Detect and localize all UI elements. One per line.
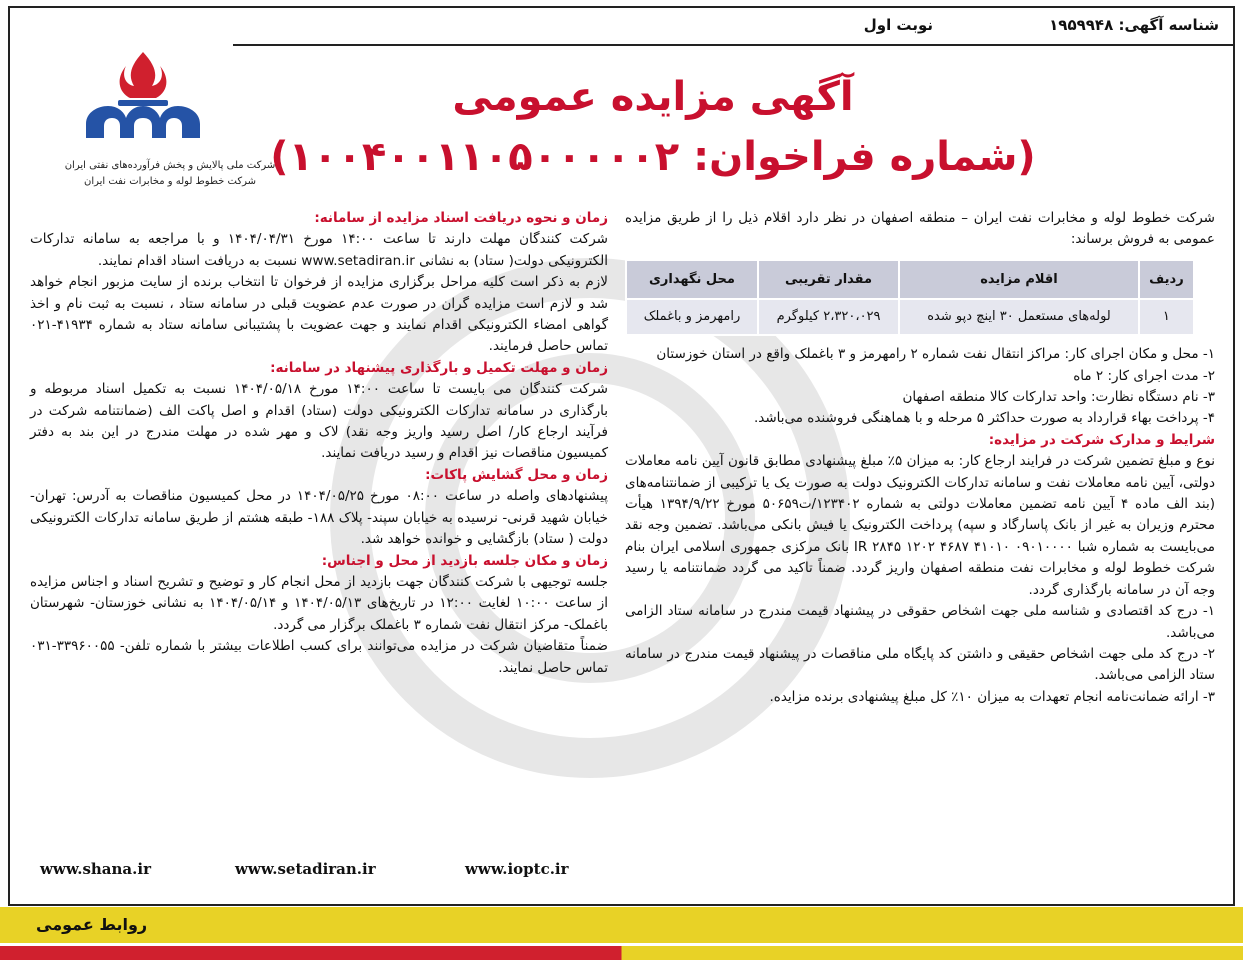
section-2-body: شرکت کنندگان می بایست تا ساعت ۱۴:۰۰ مورخ ۱۴۰۴/۰۵/۱۸ نسبت به تکمیل اسناد مربوطه و بارگذاری در سامانه تدارکات الکترونیکی دولت (ستاد) اقدام و اصل پاکت الف (ضمانتنامه شرکت در فرآیند ارجاع کار/ اصل رسید واریز وجه نقد) لاک و مهر شده در مهلت مندرج در این بند به دفتر کمیسیون مناقصات نیز اقدام و رسید دریافت نمایند. bbox=[30, 381, 608, 462]
website-links bbox=[40, 860, 600, 882]
link-setadiran[interactable]: www.setadiran.ir bbox=[235, 860, 376, 878]
cell-location: رامهرمز و باغملک bbox=[626, 299, 758, 335]
section-4-heading: زمان و مکان جلسه بازدید از محل و اجناس: bbox=[321, 552, 608, 569]
ad-turn: نوبت اول bbox=[863, 16, 933, 34]
right-column bbox=[625, 208, 1215, 708]
item-4: ۴- پرداخت بهاء قرارداد به صورت حداکثر ۵ مرحله و با هماهنگی فروشنده می‌باشد. bbox=[753, 410, 1215, 427]
company-logo-icon bbox=[78, 48, 208, 143]
color-strip bbox=[0, 946, 1243, 960]
header-quantity: مقدار تقریبی bbox=[758, 260, 899, 299]
item-1: ۱- محل و مکان اجرای کار: مراکز انتقال نفت شماره ۲ رامهرمز و ۳ باغملک واقع در استان خوزستان bbox=[656, 346, 1215, 363]
section-2-heading: زمان و مهلت تکمیل و بارگذاری پیشنهاد در سامانه: bbox=[270, 359, 608, 376]
conditions-heading: شرایط و مدارک شرکت در مزایده: bbox=[988, 431, 1215, 448]
link-ioptc[interactable]: www.ioptc.ir bbox=[465, 860, 569, 878]
ad-title: آگهی مزایده عمومی bbox=[452, 74, 854, 120]
link-shana[interactable]: www.shana.ir bbox=[40, 860, 151, 878]
call-number: (شماره فراخوان: ۱۰۰۴۰۰۱۱۰۵۰۰۰۰۰۲) bbox=[270, 134, 1036, 180]
header-row-no: ردیف bbox=[1139, 260, 1194, 299]
condition-2: ۲- درج کد ملی جهت اشخاص حقیقی و داشتن کد پایگاه ملی مناقصات در پیشنهاد قیمت مندرج در سامانه ستاد الزامی می‌باشد. bbox=[625, 645, 1215, 684]
cell-items: لوله‌های مستعمل ۳۰ اینچ دپو شده bbox=[899, 299, 1139, 335]
logo-caption bbox=[50, 158, 290, 190]
intro-text: شرکت خطوط لوله و مخابرات نفت ایران – منطقه اصفهان در نظر دارد اقلام ذیل را از طریق مزایده عمومی به فروش برساند: bbox=[625, 210, 1215, 248]
section-1-note: لازم به ذکر است کلیه مراحل برگزاری مزایده از فرخوان تا انتخاب برنده از سایت مزبور انجام خواهد شد و لازم است مزایده گران در صورت عدم عضویت قبلی در سامانه ستاد ، نسبت به ثبت نام و اخذ گواهی امضاء الکترونیکی اقدام نمایند و جهت عضویت با پشتیبانی سامانه ستاد به شماره ۴۱۹۳۴-۰۲۱ تماس حاصل فرمایند. bbox=[30, 274, 608, 355]
conditions-body: نوع و مبلغ تضمین شرکت در فرایند ارجاع کار: به میزان ۵٪ مبلغ پیشنهادی مطابق قانون آیین نامه معاملات دولتی، آیین نامه معاملات نفت و سامانه تدارکات الکترونیک دولت به صورت یک یا ترکیبی از ضمانتنامه‌های (بند الف ماده ۴ آیین نامه تضمین معاملات دولتی به شماره ۱۲۳۴۰۲/ت۵۰۶۵۹ مورخ ۱۳۹۴/۹/۲۲ هیأت محترم وزیران به غیر از بانک پاسارگاد و سپه) پرداخت الکترونیک یا فیش بانکی می‌باشد. تضمین وجه نقد می‌بایست به شماره شبا IR ۲۸۴۵ ۱۲۰۲ ۴۶۸۷ ۴۱۰۱۰ ۰۹۰۱۰۰۰۰ بانک مرکزی جمهوری اسلامی ایران بنام شرکت خطوط لوله و مخابرات نفت منطقه اصفهان واریز گردد. ضمناً تاکید می گردد ضمانتنامه یا رسید وجه آن در سامانه بارگذاری گردد. bbox=[625, 453, 1215, 598]
cell-row-no: ۱ bbox=[1139, 299, 1194, 335]
header-divider bbox=[233, 44, 1233, 46]
item-3: ۳- نام دستگاه نظارت: واحد تدارکات کالا منطقه اصفهان bbox=[902, 389, 1215, 406]
section-3-heading: زمان و محل گشایش پاکات: bbox=[425, 466, 608, 483]
logo-caption-line-2: شرکت خطوط لوله و مخابرات نفت ایران bbox=[83, 176, 256, 187]
header-location: محل نگهداری bbox=[626, 260, 758, 299]
item-2: ۲- مدت اجرای کار: ۲ ماه bbox=[1073, 367, 1215, 384]
footer-bar bbox=[0, 907, 1243, 943]
ad-header bbox=[6, 8, 1233, 48]
condition-3: ۳- ارائه ضمانت‌نامه انجام تعهدات به میزان ۱۰٪ کل مبلغ پیشنهادی برنده مزایده. bbox=[769, 688, 1215, 705]
section-3-body: پیشنهادهای واصله در ساعت ۰۸:۰۰ مورخ ۱۴۰۴/۰۵/۲۵ در محل کمیسیون مناقصات به آدرس: تهران- خیابان شهید قرنی- نرسیده به خیابان سپند- پلاک ۱۸۸- طبقه هشتم از طریق سامانه تدارکات الکترونیکی دولت ( ستاد) بازگشایی و خوانده خواهد شد. bbox=[30, 488, 609, 548]
left-column bbox=[30, 208, 608, 679]
section-1-body: شرکت کنندگان مهلت دارند تا ساعت ۱۴:۰۰ مورخ ۱۴۰۴/۰۴/۳۱ و با مراجعه به سامانه تدارکات الکترونیکی دولت( ستاد) به نشانی www.setadiran.ir نسبت به دریافت اسناد اقدام نمایند. bbox=[30, 231, 608, 269]
condition-1: ۱- درج کد اقتصادی و شناسه ملی جهت اشخاص حقوقی در پیشنهاد قیمت مندرج در سامانه ستاد الزامی می‌باشد. bbox=[625, 603, 1215, 641]
public-relations-label: روابط عمومی bbox=[36, 915, 148, 934]
table-row bbox=[626, 299, 1194, 335]
header-items: اقلام مزایده bbox=[899, 260, 1139, 299]
cell-quantity: ۲،۳۲۰،۰۲۹ کیلوگرم bbox=[758, 299, 899, 335]
logo-caption-line-1: شرکت ملی پالایش و پخش فرآورده‌های نفتی ایران bbox=[64, 160, 276, 171]
section-4-note: ضمناً متقاضیان شرکت در مزایده می‌توانند برای کسب اطلاعات بیشتر با شماره تلفن- ۳۳۹۶۰۰۵۵-۰۳۱ تماس حاصل نمایند. bbox=[30, 638, 608, 676]
table-header-row bbox=[626, 260, 1194, 299]
section-1-heading: زمان و نحوه دریافت اسناد مزایده از سامانه: bbox=[314, 210, 608, 226]
ad-id: شناسه آگهی: ۱۹۵۹۹۴۸ bbox=[1049, 16, 1219, 34]
section-4-body: جلسه توجیهی با شرکت کنندگان جهت بازدید از محل انجام کار و توضیح و تشریح اسناد و اجناس مزایده از ساعت ۱۰:۰۰ لغایت ۱۲:۰۰ در تاریخ‌های ۱۴۰۴/۰۵/۱۳ و ۱۴۰۴/۰۵/۱۴ به نشانی خوزستان- شهرستان باغملک- مرکز انتقال نفت شماره ۳ باغملک برگزار می گردد. bbox=[30, 573, 608, 633]
items-table bbox=[625, 259, 1195, 336]
